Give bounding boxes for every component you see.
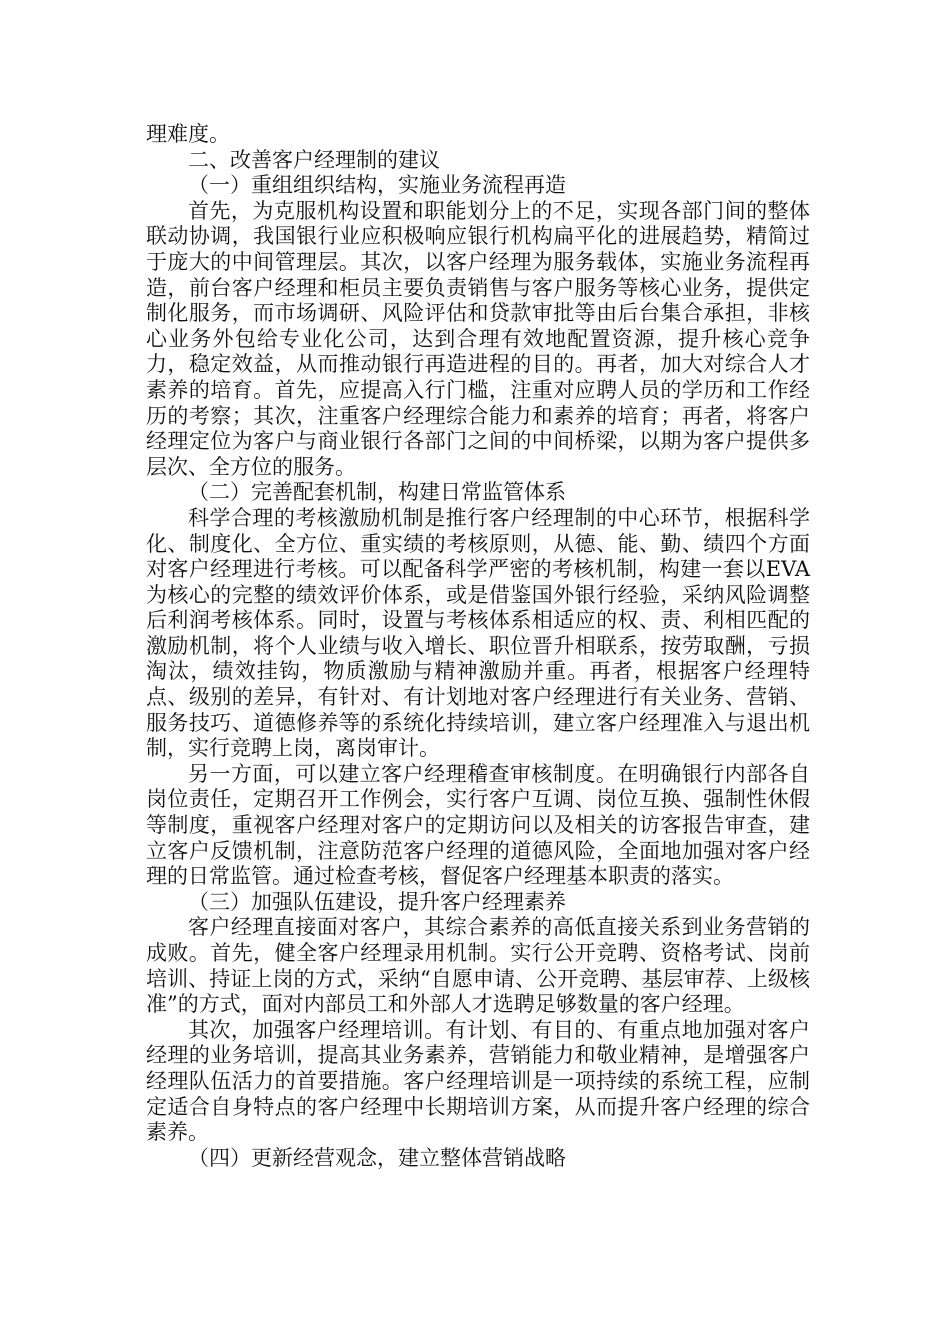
paragraph: 科学合理的考核激励机制是推行客户经理制的中心环节，根据科学化、制度化、全方位、重实绩的考核原则，从德、能、勤、绩四个方面对客户经理进行考核。可以配备科学严密的考核机制，构建一套以EVA为核心的完整的绩效评价体系，或是借鉴国外银行经验，采纳风险调整后利润考核体系。同时，设置与考核体系相适应的权、责、利相匹配的激励机制，将个人业绩与收入增长、职位晋升相联系，按劳取酬，亏损淘汰，绩效挂钩，物质激励与精神激励并重。再者，根据客户经理特点、级别的差异，有针对、有计划地对客户经理进行有关业务、营销、服务技巧、道德修养等的系统化持续培训，建立客户经理准入与退出机制，实行竞聘上岗，离岗审计。 (146, 505, 810, 761)
paragraph: 首先，为克服机构设置和职能划分上的不足，实现各部门间的整体联动协调，我国银行业应积极响应银行机构扁平化的进展趋势，精简过于庞大的中间管理层。其次，以客户经理为服务载体，实施业务流程再造，前台客户经理和柜员主要负责销售与客户服务等核心业务，提供定制化服务，而市场调研、风险评估和贷款审批等由后台集合承担，非核心业务外包给专业化公司，达到合理有效地配置资源，提升核心竞争力，稳定效益，从而推动银行再造进程的目的。再者，加大对综合人才素养的培育。首先，应提高入行门槛，注重对应聘人员的学历和工作经历的考察；其次，注重客户经理综合能力和素养的培育；再者，将客户经理定位为客户与商业银行各部门之间的中间桥梁，以期为客户提供多层次、全方位的服务。 (146, 198, 810, 479)
paragraph: 另一方面，可以建立客户经理稽查审核制度。在明确银行内部各自岗位责任，定期召开工作例会，实行客户互调、岗位互换、强制性休假等制度，重视客户经理对客户的定期访问以及相关的访客报告审查，建立客户反馈机制，注意防范客户经理的道德风险，全面地加强对客户经理的日常监管。通过检查考核，督促客户经理基本职责的落实。 (146, 761, 810, 889)
document-body (146, 122, 810, 1171)
subsection-heading: （一）重组组织结构，实施业务流程再造 (188, 173, 566, 198)
paragraph: 客户经理直接面对客户，其综合素养的高低直接关系到业务营销的成败。首先，健全客户经理录用机制。实行公开竞聘、资格考试、岗前培训、持证上岗的方式，采纳“自愿申请、公开竞聘、基层审荐、上级核准”的方式，面对内部员工和外部人才选聘足够数量的客户经理。 (146, 915, 810, 1017)
paragraph-continuation: 理难度。 (146, 122, 230, 146)
section-heading: 二、改善客户经理制的建议 (188, 147, 440, 172)
subsection-heading: （三）加强队伍建设，提升客户经理素养 (188, 889, 566, 914)
paragraph: 其次，加强客户经理培训。有计划、有目的、有重点地加强对客户经理的业务培训，提高其业务素养，营销能力和敬业精神，是增强客户经理队伍活力的首要措施。客户经理培训是一项持续的系统工程，应制定适合自身特点的客户经理中长期培训方案，从而提升客户经理的综合素养。 (146, 1017, 810, 1145)
subsection-heading: （四）更新经营观念，建立整体营销战略 (188, 1145, 566, 1170)
subsection-heading: （二）完善配套机制，构建日常监管体系 (188, 480, 566, 505)
